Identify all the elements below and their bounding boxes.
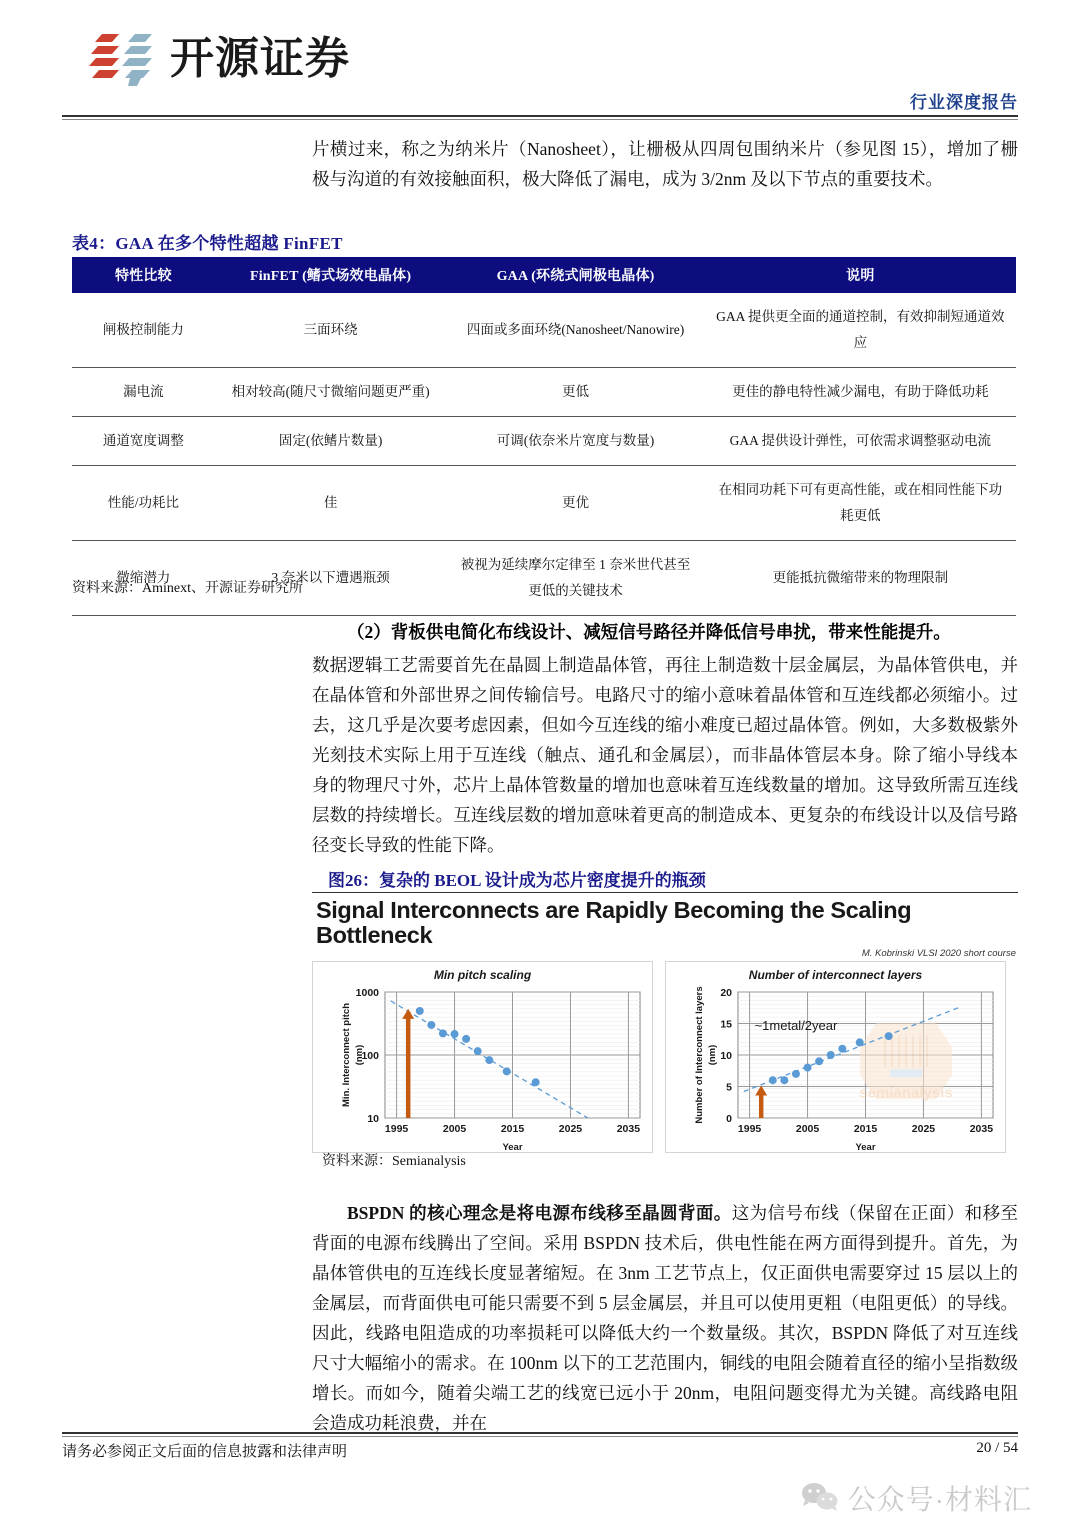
cell-note: GAA 提供设计弹性，可依需求调整驱动电流: [705, 417, 1016, 466]
svg-text:2015: 2015: [500, 1123, 525, 1136]
page-header: [0, 0, 1080, 118]
svg-text:Year: Year: [502, 1142, 523, 1153]
table4-source: 资料来源：Aminext、开源证券研究所: [72, 581, 303, 596]
table4-gaa-vs-finfet: [72, 257, 1016, 616]
charts-row: [312, 961, 1018, 1153]
cell-finfet: 三面环绕: [215, 293, 447, 368]
svg-text:semianalysis: semianalysis: [859, 1084, 953, 1102]
svg-text:2015: 2015: [853, 1123, 878, 1136]
svg-text:0: 0: [726, 1113, 732, 1126]
svg-text:1000: 1000: [355, 987, 379, 1000]
svg-text:2025: 2025: [558, 1123, 583, 1136]
figure26-credit: M. Kobrinski VLSI 2020 short course: [861, 948, 1016, 960]
svg-text:Min. Interconnect pitch: Min. Interconnect pitch: [341, 1003, 352, 1108]
figure26-body: [312, 897, 1018, 1153]
section2-heading: （2）背板供电简化布线设计、减短信号路径并降低信号串扰，带来性能提升。: [347, 622, 951, 642]
brand-logo: [88, 28, 350, 90]
svg-text:10: 10: [720, 1050, 732, 1063]
page-number: 20 / 54: [976, 1440, 1018, 1456]
cell-finfet: 3 奈米以下遭遇瓶颈: [215, 541, 447, 616]
table4-header: [72, 257, 1016, 293]
cell-gaa: 更优: [446, 466, 704, 541]
cell-gaa: 被视为延续摩尔定律至 1 奈米世代甚至更低的关键技术: [446, 541, 704, 616]
svg-text:2035: 2035: [616, 1123, 641, 1136]
chart-interconnect-layers: [665, 961, 1006, 1153]
svg-text:2035: 2035: [969, 1123, 994, 1136]
wechat-watermark: [800, 1478, 1032, 1518]
column-header-finfet: FinFET (鳍式场效电晶体): [215, 257, 447, 293]
column-header-gaa: GAA (环绕式闸极电晶体): [446, 257, 704, 293]
wechat-icon: [800, 1481, 840, 1515]
cell-note: 在相同功耗下可有更高性能，或在相同性能下功耗更低: [705, 466, 1016, 541]
cell-feature: 通道宽度调整: [72, 417, 215, 466]
wechat-label: 公众号·材料汇: [847, 1484, 1032, 1515]
figure26-source: 资料来源：Semianalysis: [322, 1154, 466, 1169]
svg-text:(nm): (nm): [354, 1045, 365, 1066]
column-header-feature: 特性比较: [72, 257, 215, 293]
report-type-label: 行业深度报告: [910, 93, 1018, 112]
svg-text:Number of Interconnect layers: Number of Interconnect layers: [694, 986, 705, 1124]
table-row: [72, 466, 1016, 541]
kaiyuan-logo-icon: [88, 28, 160, 90]
table4-title: 表4：GAA 在多个特性超越 FinFET: [72, 234, 343, 253]
cell-finfet: 固定(依鳍片数量): [215, 417, 447, 466]
svg-text:1995: 1995: [737, 1123, 762, 1136]
svg-text:~1metal/2year: ~1metal/2year: [754, 1018, 838, 1034]
chart-left-plot: [313, 982, 654, 1157]
cell-note: 更能抵抗微缩带来的物理限制: [705, 541, 1016, 616]
bspdn-rest: 这为信号布线（保留在正面）和移至背面的电源布线腾出了空间。采用 BSPDN 技术后，供电性能在两方面得到提升。首先，为晶体管供电的互连线长度显著缩短。在 3nm 工艺节点上，仅正面供电需要穿过 15 层以上的金属层，而背面供电可能只需要不到 5 层金属层，并且可以使用更粗（电阻更低）的导线。因此，线路电阻造成的功率损耗可以降低大约一个数量级。其次，BSPDN 降低了对互连线尺寸大幅缩小的需求。在 100nm 以下的工艺范围内，铜线的电阻会随着直径的缩小呈指数级增长。而如今，随着尖端工艺的线宽已远小于 20nm，电阻问题变得尤为关键。高线路电阻会造成功耗浪费，并在: [312, 1203, 1019, 1433]
table4-body: [72, 293, 1016, 616]
figure26-main-title: Signal Interconnects are Rapidly Becoming the Scaling Bottleneck: [316, 897, 912, 948]
table-header-row: [72, 257, 1016, 293]
svg-text:2025: 2025: [911, 1123, 936, 1136]
brand-name: 开源证券: [170, 34, 350, 83]
svg-text:100: 100: [361, 1050, 379, 1063]
cell-feature: 性能/功耗比: [72, 466, 215, 541]
table-row: [72, 368, 1016, 417]
svg-text:(nm): (nm): [707, 1045, 718, 1066]
intro-paragraph: 片横过来，称之为纳米片（Nanosheet），让栅极从四周包围纳米片（参见图 15），增加了栅极与沟道的有效接触面积，极大降低了漏电，成为 3/2nm 及以下节点的重要技术。: [312, 139, 1018, 189]
svg-text:1995: 1995: [384, 1123, 409, 1136]
svg-text:5: 5: [726, 1081, 732, 1094]
cell-finfet: 佳: [215, 466, 447, 541]
footer-divider: [62, 1432, 1018, 1437]
chart-min-pitch-scaling: [312, 961, 653, 1153]
figure26-title: 图26：复杂的 BEOL 设计成为芯片密度提升的瓶颈: [328, 871, 706, 890]
cell-note: GAA 提供更全面的通道控制，有效抑制短通道效应: [705, 293, 1016, 368]
svg-text:Year: Year: [855, 1142, 876, 1153]
table-row: [72, 417, 1016, 466]
svg-text:2005: 2005: [442, 1123, 467, 1136]
cell-gaa: 可调(依奈米片宽度与数量): [446, 417, 704, 466]
cell-note: 更佳的静电特性减少漏电，有助于降低功耗: [705, 368, 1016, 417]
table-row: [72, 293, 1016, 368]
cell-finfet: 相对较高(随尺寸微缩问题更严重): [215, 368, 447, 417]
cell-gaa: 更低: [446, 368, 704, 417]
section2-paragraph: 数据逻辑工艺需要首先在晶圆上制造晶体管，再往上制造数十层金属层，为晶体管供电，并在晶体管和外部世界之间传输信号。电路尺寸的缩小意味着晶体管和互连线都必须缩小。过去，这几乎是次要考虑因素，但如今互连线的缩小难度已超过晶体管。例如，大多数极紫外光刻技术实际上用于互连线（触点、通孔和金属层），而非晶体管层本身。除了缩小导线本身的物理尺寸外，芯片上晶体管数量的增加也意味着互连线数量的增加。这导致所需互连线层数的持续增长。互连线层数的增加意味着更高的制造成本、更复杂的布线设计以及信号路径变长导致的性能下降。: [312, 655, 1018, 855]
cell-gaa: 四面或多面环绕(Nanosheet/Nanowire): [446, 293, 704, 368]
chart-right-subtitle: Number of interconnect layers: [748, 968, 923, 983]
svg-text:10: 10: [367, 1113, 379, 1126]
cell-feature: 闸极控制能力: [72, 293, 215, 368]
svg-text:15: 15: [720, 1018, 732, 1031]
chart-left-subtitle: Min pitch scaling: [433, 968, 532, 983]
cell-feature: 微缩潜力: [72, 541, 215, 616]
bspdn-paragraph: [312, 1198, 1018, 1438]
column-header-note: 说明: [705, 257, 1016, 293]
svg-text:2005: 2005: [795, 1123, 820, 1136]
header-divider: [62, 115, 1018, 120]
bspdn-lead: BSPDN 的核心理念是将电源布线移至晶圆背面。: [347, 1203, 732, 1223]
cell-feature: 漏电流: [72, 368, 215, 417]
svg-text:20: 20: [720, 987, 732, 1000]
footer-disclaimer: 请务必参阅正文后面的信息披露和法律声明: [62, 1444, 348, 1460]
figure26-divider: [312, 892, 1018, 893]
chart-right-plot: [666, 982, 1007, 1157]
